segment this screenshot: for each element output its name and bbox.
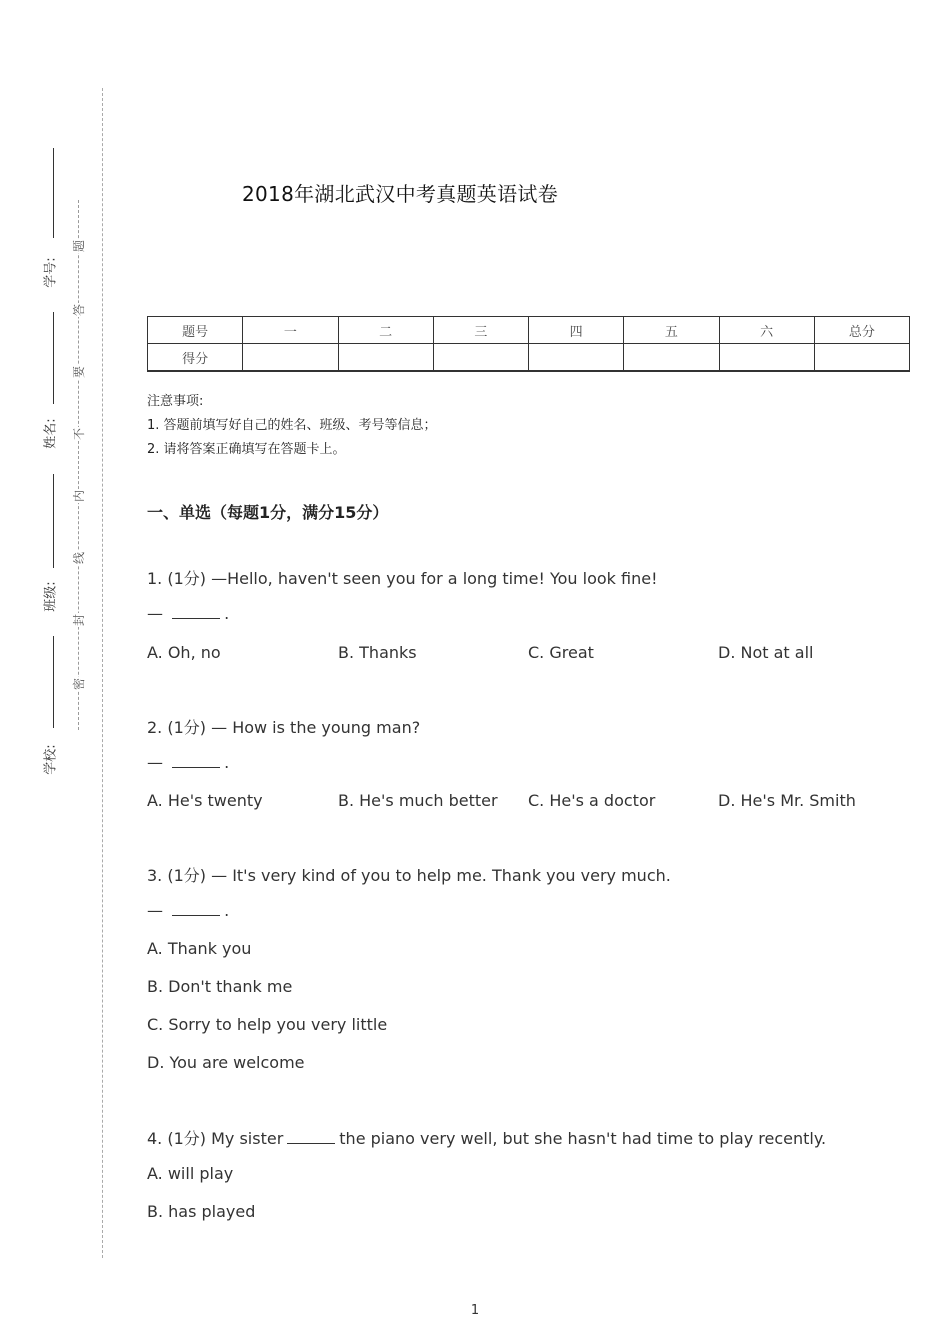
seal-char: 题 <box>72 240 86 253</box>
score-cell <box>529 344 624 372</box>
notes-item: 1. 答题前填写好自己的姓名、班级、考号等信息； <box>147 418 437 433</box>
score-cell <box>624 344 719 372</box>
score-cell <box>243 344 338 372</box>
seal-char: 答 <box>72 304 86 317</box>
student-id-line <box>53 148 54 238</box>
score-row-label: 得分 <box>148 344 243 372</box>
option-c: C. He's a doctor <box>528 791 656 810</box>
seal-char: 封 <box>72 614 86 627</box>
score-cell <box>814 344 909 372</box>
seal-char: 密 <box>72 678 86 691</box>
option-a: A. Oh, no <box>147 643 221 662</box>
score-header-cell: 五 <box>624 317 719 344</box>
score-table-header-row <box>148 317 910 344</box>
question-stem-end: the piano very well, but she hasn't had time to play recently. <box>339 1129 827 1148</box>
section-title: 一、单选（每题1分，满分15分） <box>147 503 389 522</box>
score-table <box>147 316 910 372</box>
option-b: B. Thanks <box>338 643 417 662</box>
seal-dashed-line <box>78 200 79 730</box>
class-line <box>53 474 54 568</box>
exam-title: 2018年湖北武汉中考真题英语试卷 <box>242 182 558 206</box>
score-header-cell: 一 <box>243 317 338 344</box>
reply-dash: — <box>147 753 163 772</box>
question-stem-start: 4. (1分) My sister <box>147 1129 284 1148</box>
reply-end: . <box>224 901 230 920</box>
reply-end: . <box>224 753 230 772</box>
notes-block <box>147 390 437 462</box>
school-label: 学校: <box>43 744 59 775</box>
page-number: 1 <box>470 1303 480 1318</box>
option-c: C. Sorry to help you very little <box>147 1015 388 1034</box>
question-stem: 2. (1分) — How is the young man? <box>147 718 421 737</box>
score-header-cell: 总分 <box>814 317 909 344</box>
score-cell <box>433 344 528 372</box>
seal-char: 线 <box>72 552 86 565</box>
reply-dash: — <box>147 901 163 920</box>
class-label: 班级: <box>43 581 59 612</box>
answer-blank <box>172 915 220 916</box>
name-label: 姓名: <box>43 418 59 449</box>
notes-heading: 注意事项: <box>147 394 204 409</box>
seal-char: 内 <box>72 490 86 503</box>
question-stem: 1. (1分) —Hello, haven't seen you for a long time! You look fine! <box>147 569 658 588</box>
score-cell <box>719 344 814 372</box>
school-line <box>53 636 54 728</box>
answer-blank-line <box>147 604 229 623</box>
answer-blank-line <box>147 753 229 772</box>
seal-char: 要 <box>72 366 86 379</box>
name-line <box>53 312 54 404</box>
student-id-label: 学号: <box>43 257 59 288</box>
answer-blank <box>172 618 220 619</box>
reply-dash: — <box>147 604 163 623</box>
answer-blank <box>287 1143 335 1144</box>
option-b: B. Don't thank me <box>147 977 293 996</box>
notes-item: 2. 请将答案正确填写在答题卡上。 <box>147 442 346 457</box>
score-cell <box>338 344 433 372</box>
binding-dashed-line <box>102 88 103 1258</box>
score-header-cell: 六 <box>719 317 814 344</box>
option-c: C. Great <box>528 643 594 662</box>
option-d: D. Not at all <box>718 643 814 662</box>
option-a: A. He's twenty <box>147 791 263 810</box>
question-stem <box>147 1126 826 1149</box>
option-b: B. has played <box>147 1202 256 1221</box>
reply-end: . <box>224 604 230 623</box>
score-header-cell: 四 <box>529 317 624 344</box>
answer-blank-line <box>147 901 229 920</box>
option-a: A. will play <box>147 1164 234 1183</box>
question-stem: 3. (1分) — It's very kind of you to help me. Thank you very much. <box>147 866 671 885</box>
option-b: B. He's much better <box>338 791 498 810</box>
answer-blank <box>172 767 220 768</box>
option-d: D. You are welcome <box>147 1053 305 1072</box>
score-table-score-row <box>148 344 910 372</box>
score-header-cell: 题号 <box>148 317 243 344</box>
option-a: A. Thank you <box>147 939 252 958</box>
score-header-cell: 二 <box>338 317 433 344</box>
option-d: D. He's Mr. Smith <box>718 791 856 810</box>
seal-char: 不 <box>72 428 86 441</box>
score-header-cell: 三 <box>433 317 528 344</box>
